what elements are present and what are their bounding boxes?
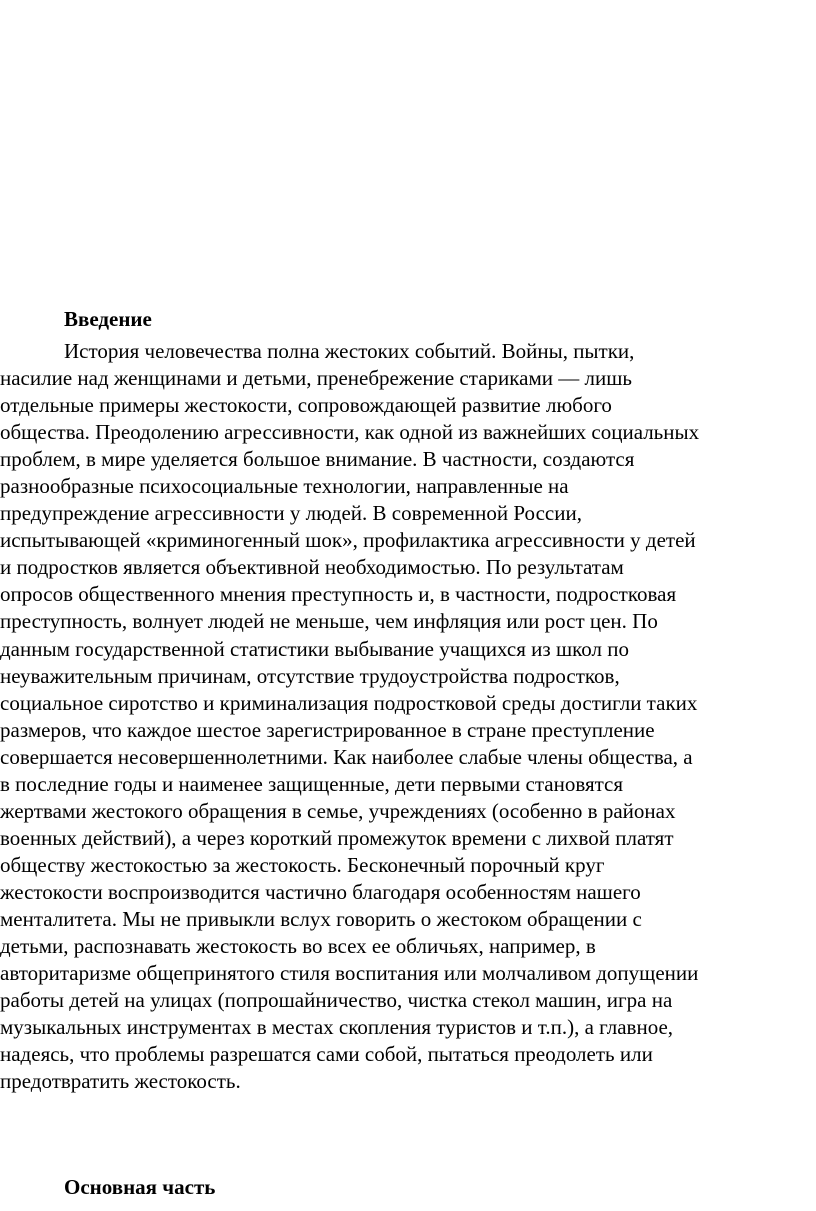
paragraph-line: авторитаризме общепринятого стиля воспитания или молчаливом допущении [0,961,699,986]
paragraph-line: в последние годы и наименее защищенные, дети первыми становятся [0,771,624,796]
paragraph-line: данным государственной статистики выбывание учащихся из школ по [0,636,629,661]
paragraph-line: История человечества полна жестоких событий. Войны, пытки, [64,339,635,363]
paragraph-line: преступность, волнует людей не меньше, чем инфляция или рост цен. По [0,609,658,634]
paragraph-line: предотвратить жестокость. [0,1069,241,1094]
paragraph-line: надеясь, что проблемы разрешатся сами собой, пытаться преодолеть или [0,1042,653,1067]
paragraph-line: испытывающей «криминогенный шок», профилактика агрессивности у детей [0,528,696,553]
paragraph-line: социальное сиротство и криминализация подростковой среды достигли таких [0,690,698,715]
paragraph-line: насилие над женщинами и детьми, пренебрежение стариками — лишь [0,366,632,391]
main-part-heading: Основная часть [64,1175,216,1199]
paragraph-line: отдельные примеры жестокости, сопровождающей развитие любого [0,393,612,418]
paragraph-line: музыкальных инструментах в местах скопления туристов и т.п.), а главное, [0,1015,674,1040]
paragraph-line: предупреждение агрессивности у людей. В современной России, [0,501,582,526]
paragraph-line: опросов общественного мнения преступность и, в частности, подростковая [0,582,677,607]
paragraph-line: обществу жестокостью за жестокость. Бесконечный порочный круг [0,852,605,877]
paragraph-line: разнообразные психосоциальные технологии, направленные на [0,474,569,499]
paragraph-line: проблем, в мире уделяется большое внимание. В частности, создаются [0,447,635,472]
intro-paragraph [0,338,816,1095]
paragraph-line: детьми, распознавать жестокость во всех ее обличьях, например, в [0,934,596,959]
paragraph-line: работы детей на улицах (попрошайничество, чистка стекол машин, игра на [0,988,673,1013]
paragraph-line: жестокости воспроизводится частично благодаря особенностям нашего [0,879,641,904]
paragraph-line: жертвами жестокого обращения в семье, учреждениях (особенно в районах [0,798,676,823]
paragraph-line: менталитета. Мы не привыкли вслух говорить о жестоком обращении с [0,906,642,931]
intro-heading: Введение [64,307,152,331]
paragraph-line: размеров, что каждое шестое зарегистрированное в стране преступление [0,717,655,742]
paragraph-line: военных действий), а через короткий промежуток времени с лихвой платят [0,825,674,850]
paragraph-line: общества. Преодолению агрессивности, как одной из важнейших социальных [0,420,700,445]
paragraph-line: совершается несовершеннолетними. Как наиболее слабые члены общества, а [0,744,693,769]
paragraph-line: неуважительным причинам, отсутствие трудоустройства подростков, [0,663,620,688]
paragraph-line: и подростков является объективной необходимостью. По результатам [0,555,624,580]
